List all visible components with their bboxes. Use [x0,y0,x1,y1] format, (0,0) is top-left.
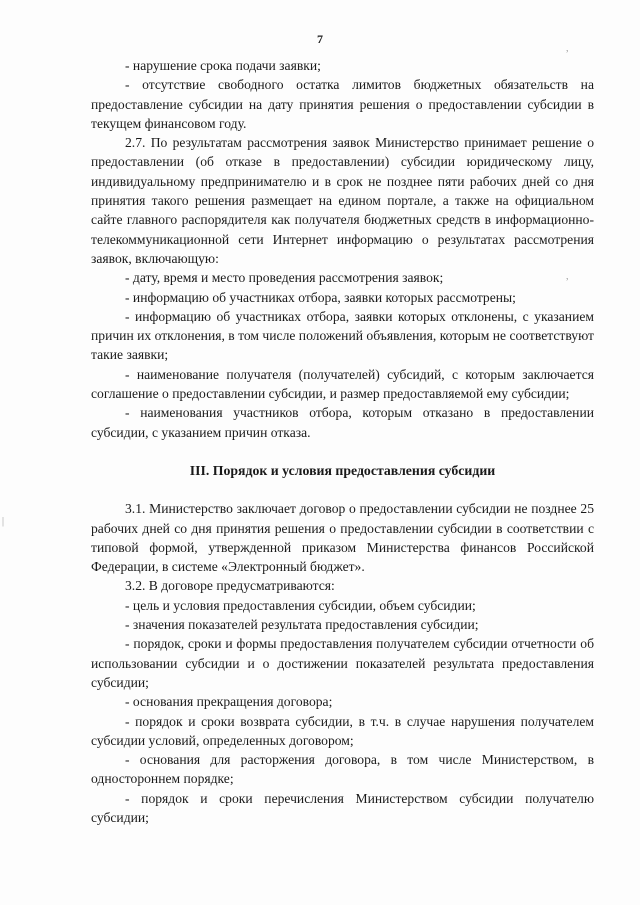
paragraph: - порядок и сроки возврата субсидии, в т.ч. в случае нарушения получателем субсидии условий, определенных договором; [91,713,594,748]
paragraph: 3.2. В договоре предусматриваются: [125,578,335,594]
paragraph: - цель и условия предоставления субсидии, объем субсидии; [125,597,476,613]
scan-mark: | [2,516,5,527]
document-body [91,56,594,827]
paragraph: - порядок, сроки и формы предоставления получателем субсидии отчетности об использовании субсидии и о достижении показателей результата предоставления субсидии; [91,636,594,690]
paragraph: - наименования участников отбора, которым отказано в предоставлении субсидии, с указанием причин отказа. [91,405,594,440]
paragraph: - наименование получателя (получателей) субсидий, с которым заключается соглашение о предоставлении субсидии, и размер предоставляемой ему субсидии; [91,366,594,402]
paragraph: - основания для расторжения договора, в том числе Министерством, в одностороннем порядке; [91,752,594,787]
paragraph: 2.7. По результатам рассмотрения заявок Министерство принимает решение о предоставлении (об отказе в предоставлении) субсидии юридическому лицу, индивидуальному предпринимателю и в срок не позднее пяти рабочих дней со дня принятия такого решения размещает на едином портале, а также на официальном сайте главного распорядителя как получателя бюджетных средств в информационно-телекоммуникационной сети Интернет информацию о результатах рассмотрения заявок, включающую: [91,135,594,266]
page-number: 7 [317,32,323,46]
paragraph: - нарушение срока подачи заявки; [125,58,321,73]
paragraph: - порядок и сроки перечисления Министерством субсидии получателю субсидии; [91,790,594,825]
paragraph: - дату, время и место проведения рассмотрения заявок; [125,270,444,286]
paragraph: - основания прекращения договора; [125,694,333,710]
paragraph: 3.1. Министерство заключает договор о предоставлении субсидии не позднее 25 рабочих дней со дня принятия решения о предоставлении субсидии в соответствии с типовой формой, утвержденной приказом Министерства финансов Российской Федерации, в системе «Электронный бюджет». [91,501,594,575]
scan-mark: , [566,43,569,54]
paragraph: - информацию об участниках отбора, заявки которых рассмотрены; [125,289,516,305]
paragraph: - информацию об участниках отбора, заявки которых отклонены, с указанием причин их отклонения, в том числе положений объявления, которым не соответствуют такие заявки; [91,308,594,363]
paragraph: - отсутствие свободного остатка лимитов бюджетных обязательств на предоставление субсидии на дату принятия решения о предоставлении субсидии в текущем финансовом году. [91,77,594,131]
scan-mark: , [566,271,569,282]
section-heading: III. Порядок и условия предоставления субсидии [189,462,496,478]
paragraph: - значения показателей результата предоставления субсидии; [125,617,479,633]
